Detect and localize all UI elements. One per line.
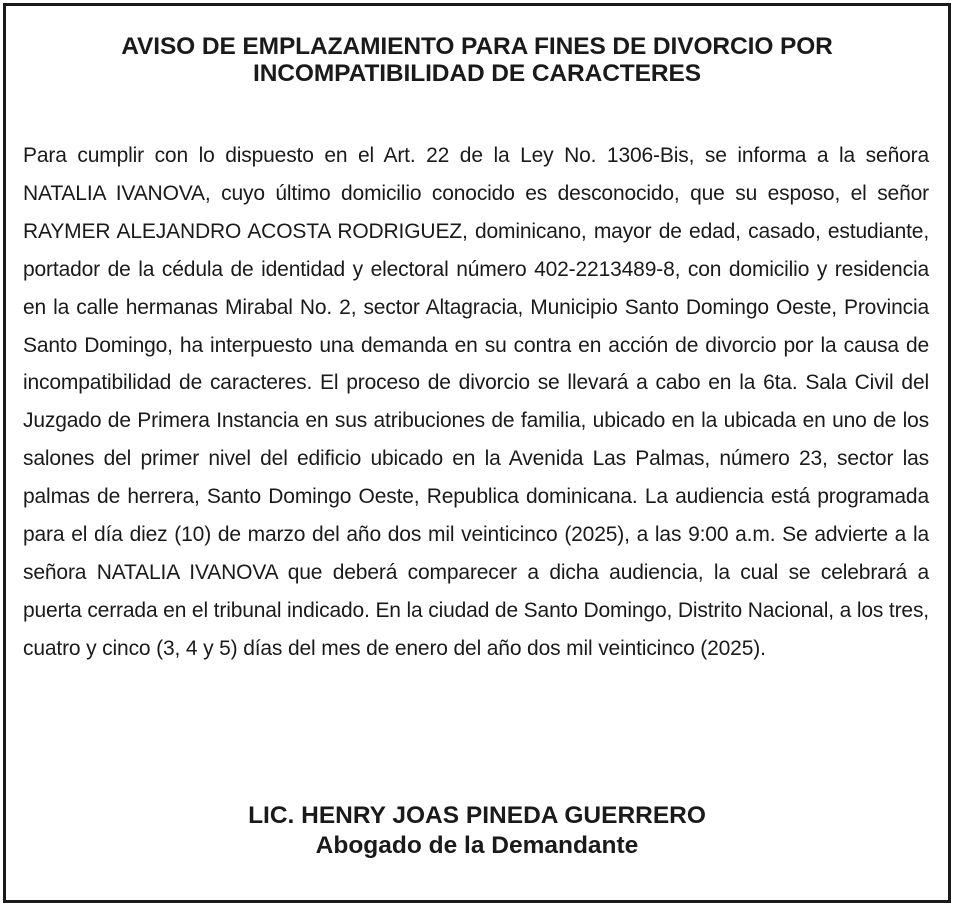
- notice-title: [6, 33, 948, 87]
- notice-title-line-1: AVISO DE EMPLAZAMIENTO PARA FINES DE DIVORCIO POR: [121, 33, 833, 60]
- signer-role: Abogado de la Demandante: [315, 832, 639, 859]
- signer-name: LIC. HENRY JOAS PINEDA GUERRERO: [248, 802, 706, 829]
- notice-body: Para cumplir con lo dispuesto en el Art. 22 de la Ley No. 1306-Bis, se informa a la señora NATALIA IVANOVA, cuyo último domicilio conocido es desconocido, que su esposo, el señor RAYMER ALEJANDRO ACOSTA RODRIGUEZ, dominicano, mayor de edad, casado, estudiante, portador de la cédula de identidad y electoral número 402-2213489-8, con domicilio y residencia en la calle hermanas Mirabal No. 2, sector Altagracia, Municipio Santo Domingo Oeste, Provincia Santo Domingo, ha interpuesto una demanda en su contra en acción de divorcio por la causa de incompatibilidad de caracteres. El proceso de divorcio se llevará a cabo en la 6ta. Sala Civil del Juzgado de Primera Instancia en sus atribuciones de familia, ubicado en la ubicada en uno de los salones del primer nivel del edificio ubicado en la Avenida Las Palmas, número 23, sector las palmas de herrera, Santo Domingo Oeste, Republica dominicana. La audiencia está programada para el día diez (10) de marzo del año dos mil veinticinco (2025), a las 9:00 a.m. Se advierte a la señora NATALIA IVANOVA que deberá comparecer a dicha audiencia, la cual se celebrará a puerta cerrada en el tribunal indicado. En la ciudad de Santo Domingo, Distrito Nacional, a los tres, cuatro y cinco (3, 4 y 5) días del mes de enero del año dos mil veinticinco (2025).: [23, 144, 929, 660]
- legal-notice: [3, 3, 951, 903]
- signature-block: [6, 801, 948, 861]
- notice-title-line-2: INCOMPATIBILIDAD DE CARACTERES: [253, 60, 701, 87]
